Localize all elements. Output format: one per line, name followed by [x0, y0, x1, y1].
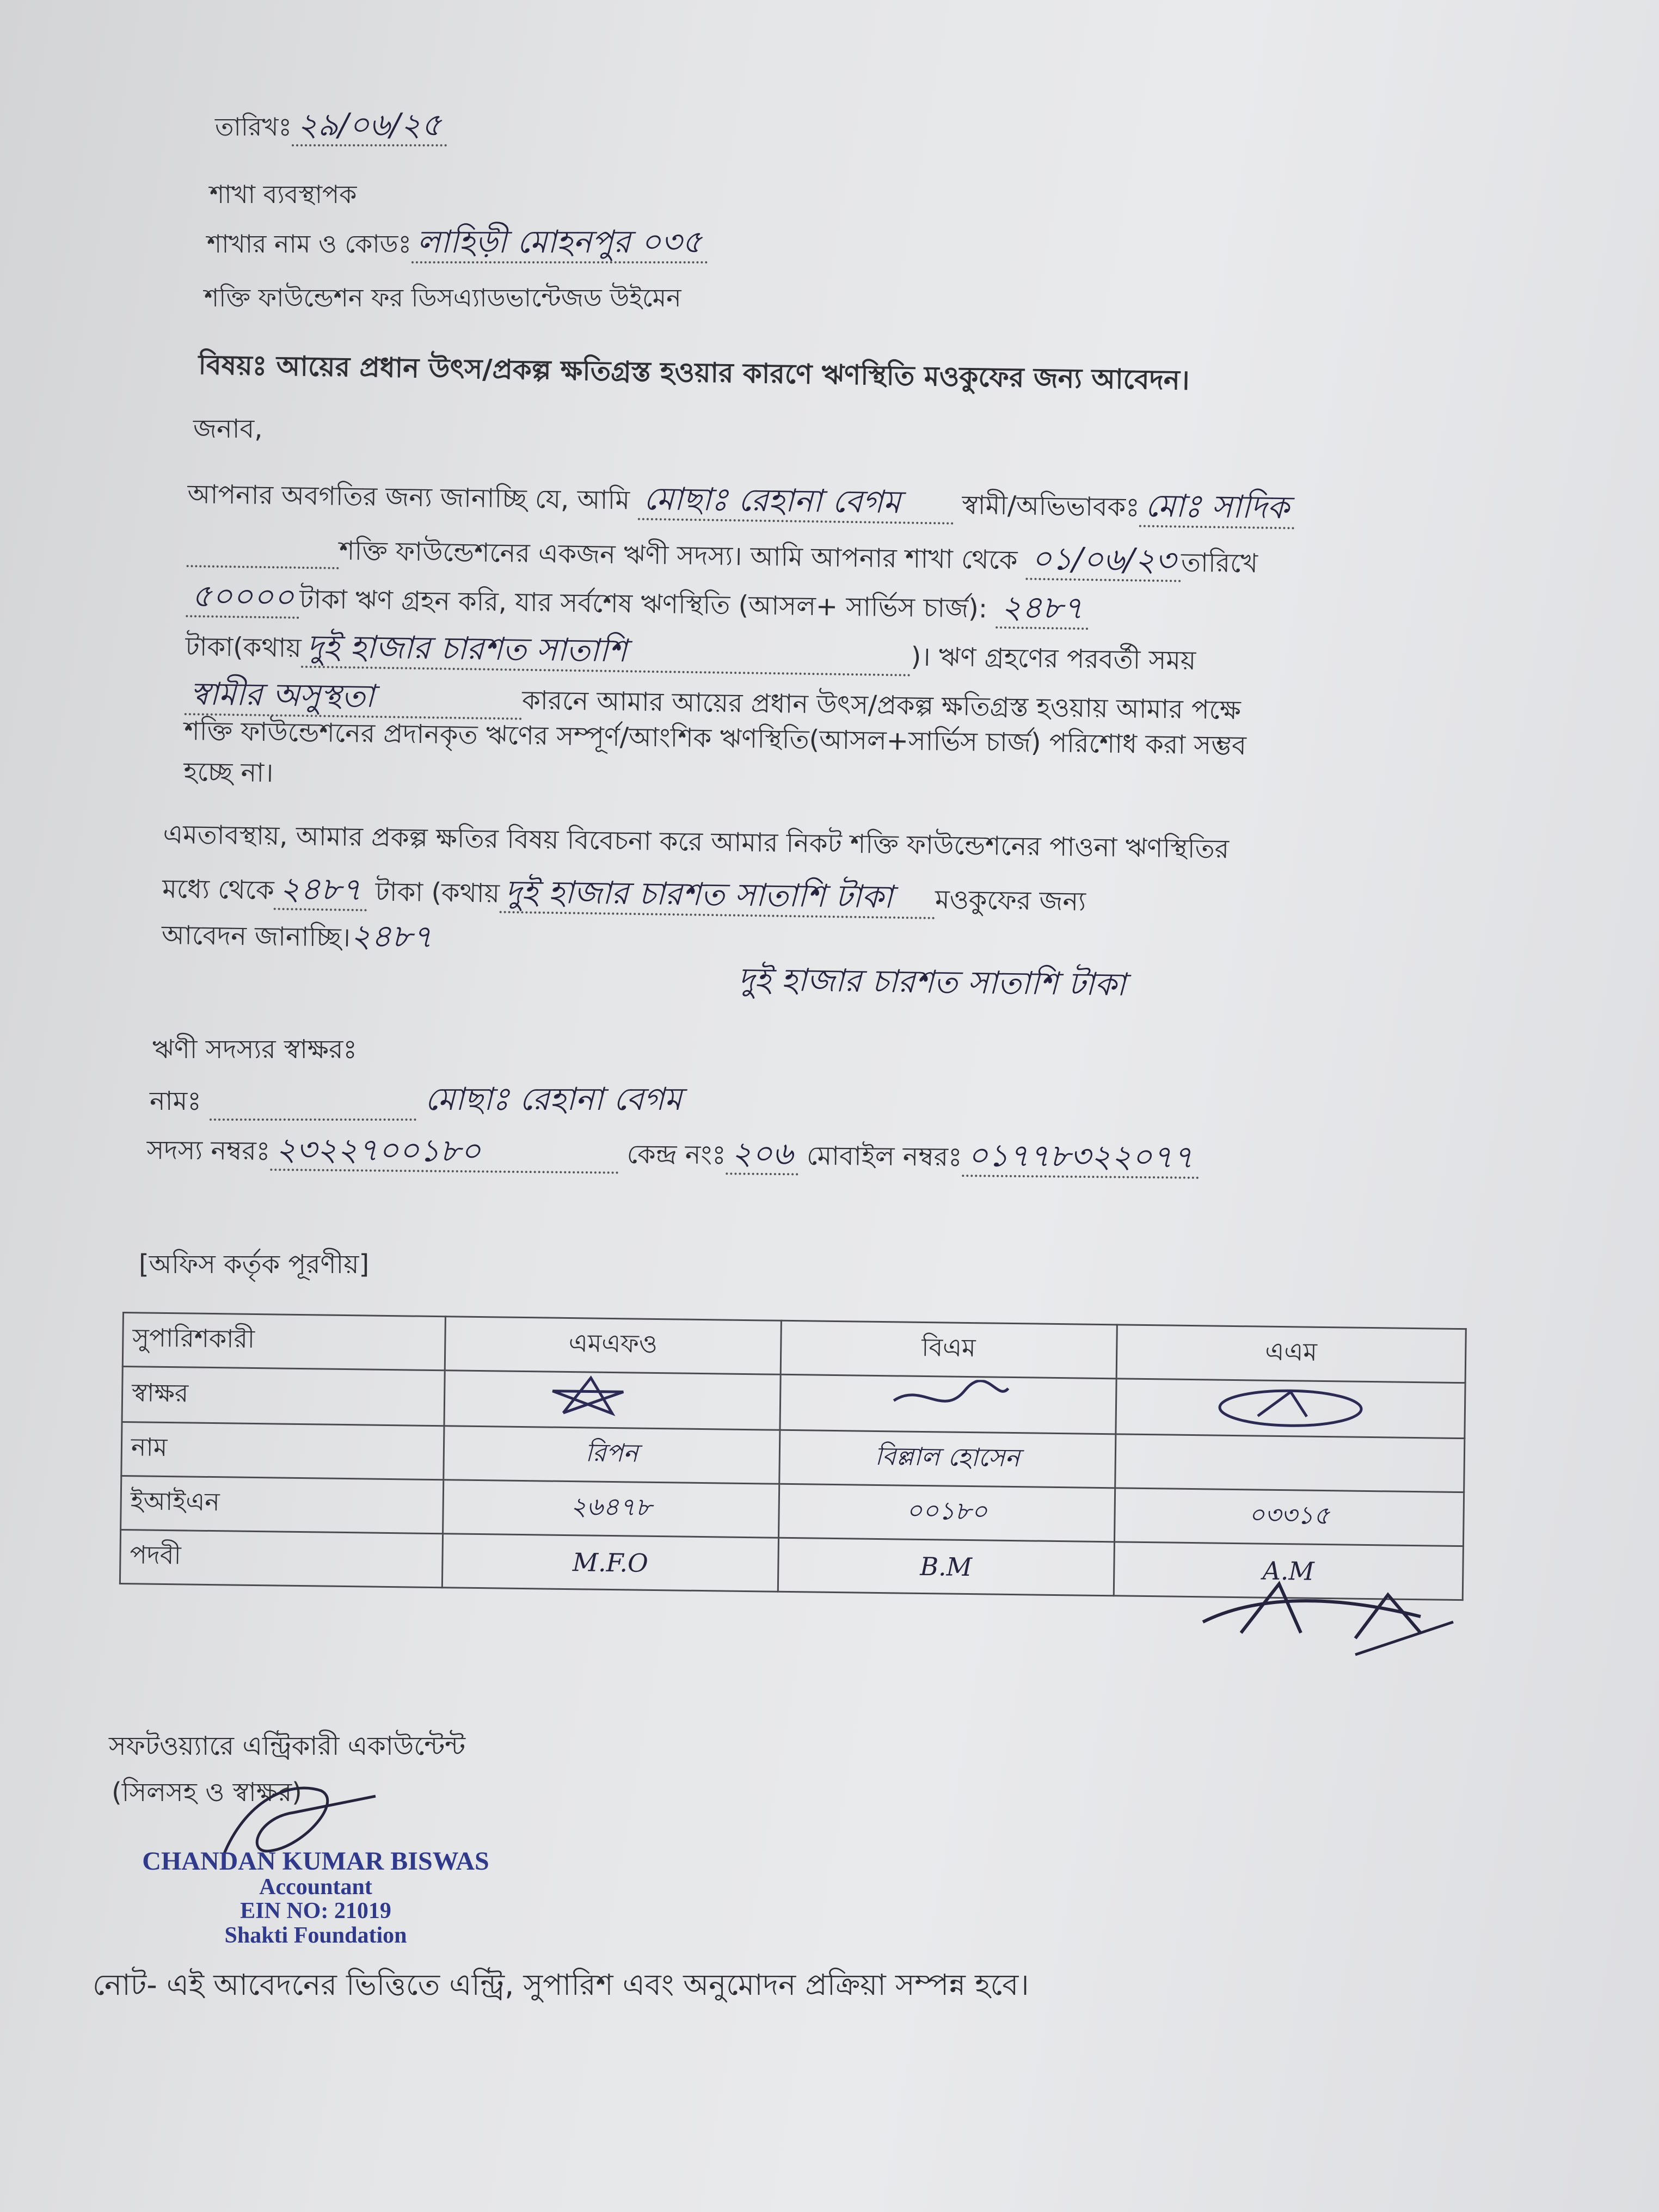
- organization-name: শক্তি ফাউন্ডেশন ফর ডিসএ্যাডভান্টেজড উইমেন: [204, 283, 681, 312]
- blank-dots: [187, 533, 340, 569]
- office-caption: [অফিস কর্তৃক পূরণীয়]: [139, 1249, 370, 1280]
- p1-line-7: হচ্ছে না।: [183, 756, 274, 789]
- addressee: শাখা ব্যবস্থাপক: [210, 180, 357, 209]
- stamp-org: Shakti Foundation: [224, 1922, 407, 1948]
- waive-amount-field: ২৪৮৭: [274, 870, 367, 911]
- borrower-number-line: [146, 1129, 1199, 1178]
- table-cell: B.M: [778, 1538, 1114, 1596]
- branch-value: লাহিড়ী মোহনপুর ০৩৫: [411, 223, 708, 263]
- p1-line-4: [185, 626, 1196, 680]
- table-cell: M.F.O: [442, 1534, 778, 1592]
- subject-line: বিষয়ঃ আয়ের প্রধান উৎস/প্রকল্প ক্ষতিগ্রস্ত হওয়ার কারণে ঋণস্থিতি মওকুফের জন্য আবেদন।: [198, 348, 1190, 396]
- reason-field: স্বামীর অসুস্থতা: [185, 675, 523, 720]
- loan-date-field: ০১/০৬/২৩: [1025, 540, 1181, 582]
- p1-line-2: [187, 528, 1258, 583]
- guardian-name-field: মোঃ সাদিক: [1139, 487, 1295, 529]
- p1-text: )। ঋণ গ্রহণের পরবর্তী সময়: [911, 641, 1196, 676]
- accountant-stamp: [131, 1848, 501, 1947]
- header-cell: এএম: [1116, 1325, 1466, 1383]
- mfo-signature: [444, 1371, 781, 1430]
- member-no-value: ২৩২২৭০০১৮০: [270, 1130, 619, 1173]
- signature-scribble: [1208, 1382, 1372, 1428]
- center-label: কেন্দ্র নংঃ: [626, 1139, 726, 1171]
- header-cell: বিএম: [781, 1320, 1117, 1379]
- table-cell: রিপন: [444, 1426, 780, 1484]
- member-name-field: মোছাঃ রেহানা বেগম: [638, 480, 954, 525]
- header-cell: সুপারিশকারী: [122, 1313, 445, 1371]
- branch-line: [207, 223, 708, 263]
- branch-label: শাখার নাম ও কোডঃ: [207, 229, 412, 259]
- header-cell: এমএফও: [445, 1317, 781, 1375]
- p1-line-6: শক্তি ফাউন্ডেশনের প্রদানকৃত ঋণের সম্পূর্ণ/আংশিক ঋণস্থিতি(আসল+সার্ভিস চার্জ) পরিশোধ করা সম্ভব: [184, 715, 1247, 761]
- p1-text: টাকা(কথায়: [185, 631, 302, 663]
- date-value: ২৯/০৬/২৫: [292, 106, 447, 146]
- p1-line-3: [186, 577, 1089, 630]
- date-line: [215, 106, 447, 146]
- table-cell: বিল্লাল হোসেন: [779, 1430, 1116, 1488]
- borrower-sign-label: ঋণী সদস্যর স্বাক্ষরঃ: [152, 1034, 357, 1065]
- table-cell: ০৩৩১৫: [1114, 1488, 1464, 1546]
- member-no-label: সদস্য নম্বরঃ: [146, 1134, 271, 1166]
- table-cell: A.M: [1114, 1542, 1464, 1600]
- mobile-value: ০১৭৭৮৩২২০৭৭: [962, 1136, 1199, 1178]
- signature-scribble: [877, 1379, 1019, 1424]
- row-label: পদবী: [120, 1529, 443, 1587]
- borrower-name-value: মোছাঃ রেহানা বেগম: [425, 1080, 682, 1117]
- p1-text: শক্তি ফাউন্ডেশনের একজন ঋণী সদস্য। আমি আপনার শাখা থেকে: [339, 535, 1018, 576]
- borrower-name-line: [150, 1080, 682, 1121]
- p1-line-1: [187, 474, 1295, 529]
- row-label: নাম: [121, 1422, 444, 1480]
- table-cell: ২৬৪৭৮: [443, 1480, 779, 1538]
- guardian-label: স্বামী/অভিভাবকঃ: [962, 489, 1140, 523]
- waive-words-extra: দুই হাজার চারশত সাতাশি টাকা: [738, 960, 1126, 1003]
- p1-text: আপনার অবগতির জন্য জানাচ্ছি যে, আমি: [187, 478, 630, 516]
- p2-text: টাকা (কথায়: [375, 876, 500, 909]
- p2-text: মধ্যে থেকে: [162, 873, 275, 906]
- p2-text: মওকুফের জন্য: [935, 884, 1086, 917]
- borrower-signature: [210, 1080, 416, 1121]
- loan-amount-field: ৫০০০০: [186, 577, 299, 618]
- footer-note: নোট- এই আবেদনের ভিত্তিতে এন্ট্রি, সুপারিশ এবং অনুমোদন প্রক্রিয়া সম্পন্ন হবে।: [93, 1968, 1029, 2002]
- accountant-seal-label: (সিলসহ ও স্বাক্ষর): [112, 1777, 302, 1808]
- accountant-label: সফটওয়্যারে এন্ট্রিকারী একাউন্টেন্ট: [109, 1731, 466, 1761]
- waive-words-field: দুই হাজার চারশত সাতাশি টাকা: [499, 873, 935, 919]
- table-cell: ০০১৮০: [778, 1484, 1115, 1542]
- am-signature: [1115, 1379, 1465, 1439]
- p2-line-1: এমতাবস্থায়, আমার প্রকল্প ক্ষতির বিষয় বিবেচনা করে আমার নিকট শক্তি ফাউন্ডেশনের পাওনা ঋণস্থিতির: [163, 819, 1230, 865]
- outstanding-field: ২৪৮৭: [996, 588, 1089, 630]
- stamp-ein: EIN NO: 21019: [240, 1898, 391, 1924]
- stamp-title: Accountant: [259, 1875, 372, 1900]
- name-label: নামঃ: [150, 1086, 201, 1116]
- p1-text: টাকা ঋণ গ্রহন করি, যার সর্বশেষ ঋণস্থিতি (আসল+ সার্ভিস চার্জ):: [299, 583, 988, 624]
- outstanding-words-field: দুই হাজার চারশত সাতাশি: [301, 628, 911, 676]
- signature-scribble: [542, 1374, 684, 1420]
- p2-line-3: [162, 914, 433, 956]
- p1-text: তারিখে: [1181, 547, 1258, 579]
- waive-amount-repeat: ২৪৮৭: [350, 917, 433, 955]
- office-table: [119, 1312, 1467, 1601]
- row-label: স্বাক্ষর: [122, 1367, 445, 1426]
- p1-text: কারনে আমার আয়ের প্রধান উৎস/প্রকল্প ক্ষতিগ্রস্ত হওয়ায় আমার পক্ষে: [521, 685, 1242, 726]
- am-signature-extra: [1192, 1562, 1464, 1660]
- p2-line-2: [162, 868, 1086, 921]
- stamp-name: CHANDAN KUMAR BISWAS: [142, 1847, 489, 1876]
- salutation: জনাব,: [193, 414, 263, 444]
- p2-text: আবেদন জানাচ্ছি।: [161, 919, 351, 953]
- bm-signature: [780, 1374, 1116, 1434]
- table-cell: [1115, 1434, 1465, 1492]
- date-label: তারিখঃ: [215, 112, 292, 142]
- mobile-label: মোবাইল নম্বরঃ: [806, 1140, 962, 1173]
- center-value: ২০৬: [726, 1134, 798, 1175]
- row-label: ইআইএন: [121, 1476, 444, 1533]
